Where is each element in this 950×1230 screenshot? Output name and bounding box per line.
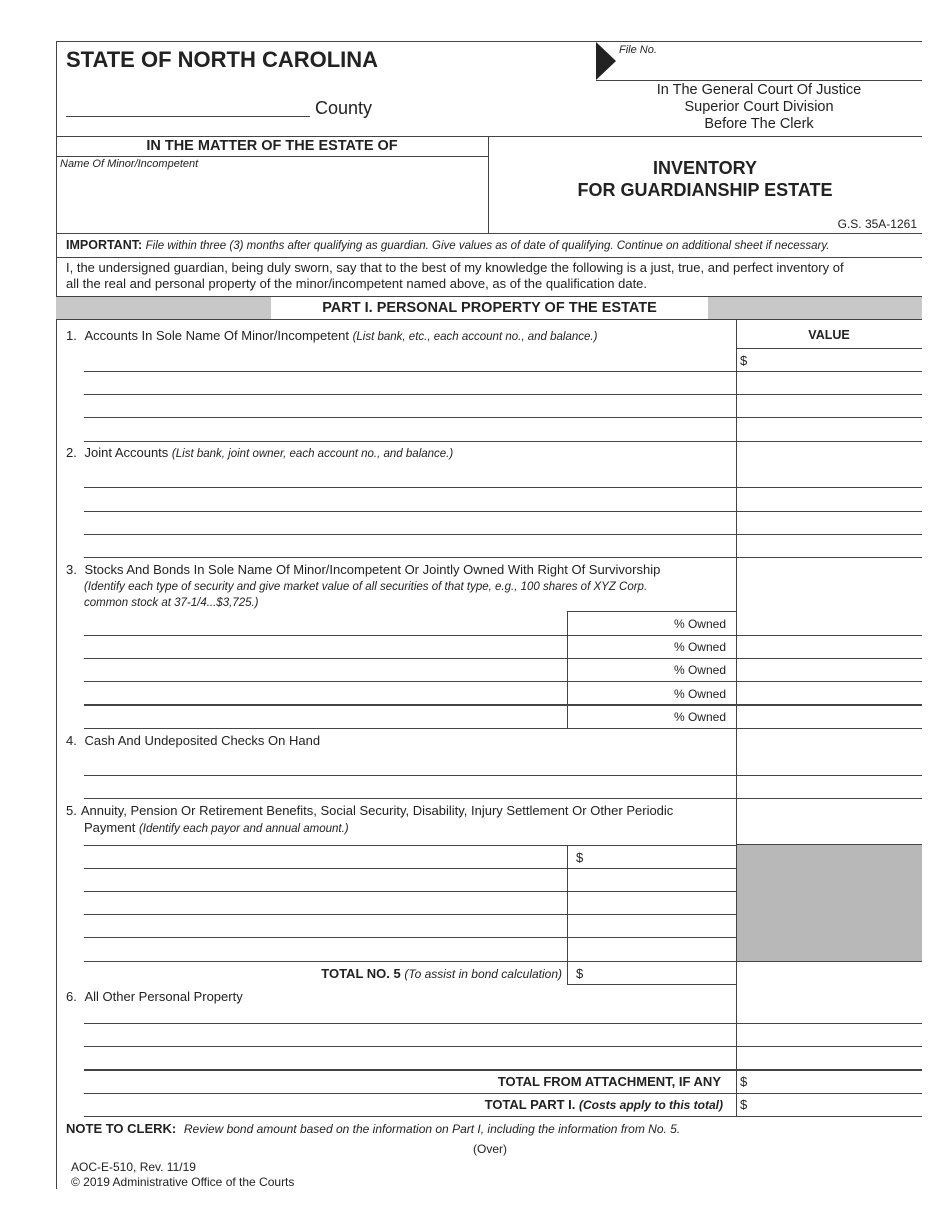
oath-text xyxy=(66,260,844,292)
item1-label: Accounts In Sole Name Of Minor/Incompetent xyxy=(84,328,349,343)
item3-line-1 xyxy=(84,635,922,636)
item5-total-dollar: $ xyxy=(576,966,584,981)
important-top-line xyxy=(56,233,922,234)
item5-line-4 xyxy=(84,914,736,915)
item3-label-row xyxy=(66,562,660,577)
item5-amount-dollar: $ xyxy=(576,850,584,865)
file-no-label: File No. xyxy=(619,44,657,56)
item4-line-1 xyxy=(84,775,922,776)
item6-num: 6. xyxy=(66,989,77,1004)
item5-line-3 xyxy=(84,891,736,892)
part1-heading-bottom xyxy=(56,319,922,320)
part1-heading-bg-right xyxy=(708,297,922,319)
county-line xyxy=(66,116,310,117)
important-text: File within three (3) months after qualifying as guardian. Give values as of date of qualifying. Continue on additional sheet if necessary. xyxy=(145,240,830,252)
name-input[interactable] xyxy=(60,174,484,230)
file-no-input[interactable] xyxy=(660,50,920,76)
value-header: VALUE xyxy=(808,328,850,342)
total-part1-line xyxy=(84,1116,922,1117)
item5-line-5 xyxy=(84,937,736,938)
item2-num: 2. xyxy=(66,445,77,460)
item1-line-4 xyxy=(84,441,922,442)
item5-value-shaded xyxy=(737,845,922,961)
item1-line-3 xyxy=(84,417,922,418)
item1-hint: (List bank, etc., each account no., and balance.) xyxy=(352,331,598,343)
oath-line-2: all the real and personal property of the minor/incompetent named above, as of the qualification date. xyxy=(66,276,648,291)
value-column-border xyxy=(736,319,737,1116)
item6-line-2 xyxy=(84,1046,922,1047)
item1-line-1 xyxy=(84,371,922,372)
item3-hint-line-2: common stock at 37-1/4...$3,725.) xyxy=(84,597,259,609)
important-label: IMPORTANT: xyxy=(66,238,143,252)
county-input[interactable] xyxy=(66,96,310,116)
item5-total-label: TOTAL NO. 5 xyxy=(321,966,401,981)
item3-line-5 xyxy=(84,728,922,729)
part1-heading-bg-left xyxy=(56,297,271,319)
total-attachment-input[interactable] xyxy=(752,1071,920,1091)
item5-label xyxy=(66,802,673,838)
court-line-3: Before The Clerk xyxy=(704,116,814,132)
item2-hint: (List bank, joint owner, each account no., and balance.) xyxy=(171,448,454,460)
item5-line-2 xyxy=(84,868,736,869)
item1-line-2 xyxy=(84,394,922,395)
form-title-line-1: INVENTORY xyxy=(652,158,758,178)
item6-label-row xyxy=(66,989,243,1004)
item2-label-row xyxy=(66,445,453,460)
note-text: Review bond amount based on the information on Part I, including the information from No. 5. xyxy=(183,1122,681,1136)
item2-line-4 xyxy=(84,557,922,558)
total-part1-hint: (Costs apply to this total) xyxy=(579,1098,723,1112)
item3-pct-divider xyxy=(567,611,568,728)
item4-line-2 xyxy=(84,798,922,799)
item2-line-1 xyxy=(84,487,922,488)
important-bottom-line xyxy=(56,257,922,258)
form-title xyxy=(488,157,922,201)
item3-owned-1: % Owned xyxy=(673,617,726,631)
item5-total-row xyxy=(180,966,562,981)
total-attachment-label: TOTAL FROM ATTACHMENT, IF ANY xyxy=(497,1074,721,1089)
file-no-bottom-line xyxy=(596,80,922,81)
item3-num: 3. xyxy=(66,562,77,577)
important-row xyxy=(66,238,829,252)
form-title-line-2: FOR GUARDIANSHIP ESTATE xyxy=(577,180,833,200)
item3-line-3 xyxy=(84,681,922,682)
total-part1-label: TOTAL PART I. xyxy=(484,1097,576,1112)
copyright: © 2019 Administrative Office of the Courts xyxy=(71,1175,295,1189)
item5-label-line-2: Payment xyxy=(84,820,136,835)
over-text: (Over) xyxy=(473,1142,507,1156)
item5-line-6 xyxy=(84,961,922,962)
matter-heading: IN THE MATTER OF THE ESTATE OF xyxy=(146,138,398,154)
item3-line-2 xyxy=(84,658,922,659)
item5-line-1 xyxy=(84,845,736,846)
form-left-border xyxy=(56,41,57,1189)
part1-heading-top xyxy=(56,296,922,297)
header-divider xyxy=(56,136,922,137)
county-label: County xyxy=(315,98,373,118)
item3-hint-line-1: (Identify each type of security and give market value of all securities of that type, e.g., 100 shares of XYZ Corp. xyxy=(84,581,648,593)
item2-line-2 xyxy=(84,511,922,512)
court-line-1: In The General Court Of Justice xyxy=(656,82,862,98)
name-label: Name Of Minor/Incompetent xyxy=(60,158,199,170)
value-dollar-1: $ xyxy=(740,353,748,368)
item3-owned-4: % Owned xyxy=(673,687,726,701)
item5-label-line-1: Annuity, Pension Or Retirement Benefits, Social Security, Disability, Injury Settlement Or Other Periodic xyxy=(80,803,674,818)
part1-title: PART I. PERSONAL PROPERTY OF THE ESTATE xyxy=(322,300,657,316)
total-part1-row xyxy=(300,1097,723,1112)
item4-label: Cash And Undeposited Checks On Hand xyxy=(84,733,321,748)
item5-total-input[interactable] xyxy=(588,963,732,983)
file-no-arrow-icon xyxy=(596,42,616,80)
court-line-2: Superior Court Division xyxy=(684,99,834,115)
item6-label: All Other Personal Property xyxy=(84,989,243,1004)
item6-line-1 xyxy=(84,1023,922,1024)
item5-amount-divider xyxy=(567,845,568,985)
file-no-top-line xyxy=(596,41,922,42)
item2-label: Joint Accounts xyxy=(84,445,169,460)
item4-num: 4. xyxy=(66,733,77,748)
oath-line-1: I, the undersigned guardian, being duly sworn, say that to the best of my knowledge the following is a just, true, and perfect inventory of xyxy=(66,260,844,275)
note-row xyxy=(66,1121,680,1136)
total-part1-input[interactable] xyxy=(752,1095,920,1115)
item5-total-hint: (To assist in bond calculation) xyxy=(404,967,562,981)
item3-pct-top xyxy=(567,611,736,612)
form-top-border xyxy=(56,41,596,42)
total-attachment-dollar: $ xyxy=(740,1074,748,1089)
item1-value-input[interactable] xyxy=(752,350,920,370)
statute-ref: G.S. 35A-1261 xyxy=(837,217,917,231)
total-part1-dollar: $ xyxy=(740,1097,748,1112)
state-title: STATE OF NORTH CAROLINA xyxy=(66,47,379,72)
item2-line-3 xyxy=(84,534,922,535)
item3-owned-5: % Owned xyxy=(673,710,726,724)
item1-label-row xyxy=(66,328,597,343)
item4-label-row xyxy=(66,733,320,748)
item3-label: Stocks And Bonds In Sole Name Of Minor/Incompetent Or Jointly Owned With Right Of Survivorship xyxy=(84,562,661,577)
item5-total-line xyxy=(567,984,736,985)
item5-hint: (Identify each payor and annual amount.) xyxy=(138,823,349,835)
form-number: AOC-E-510, Rev. 11/19 xyxy=(71,1160,196,1174)
note-label: NOTE TO CLERK: xyxy=(66,1121,177,1136)
court-info xyxy=(596,82,922,133)
item3-hint xyxy=(84,579,647,611)
value-header-line xyxy=(736,348,922,349)
item5-num: 5. xyxy=(66,803,77,818)
item3-owned-2: % Owned xyxy=(673,640,726,654)
item3-line-4 xyxy=(84,704,922,706)
item1-num: 1. xyxy=(66,328,77,343)
item3-owned-3: % Owned xyxy=(673,663,726,677)
matter-underline xyxy=(56,156,488,157)
total-attachment-line xyxy=(84,1093,922,1094)
